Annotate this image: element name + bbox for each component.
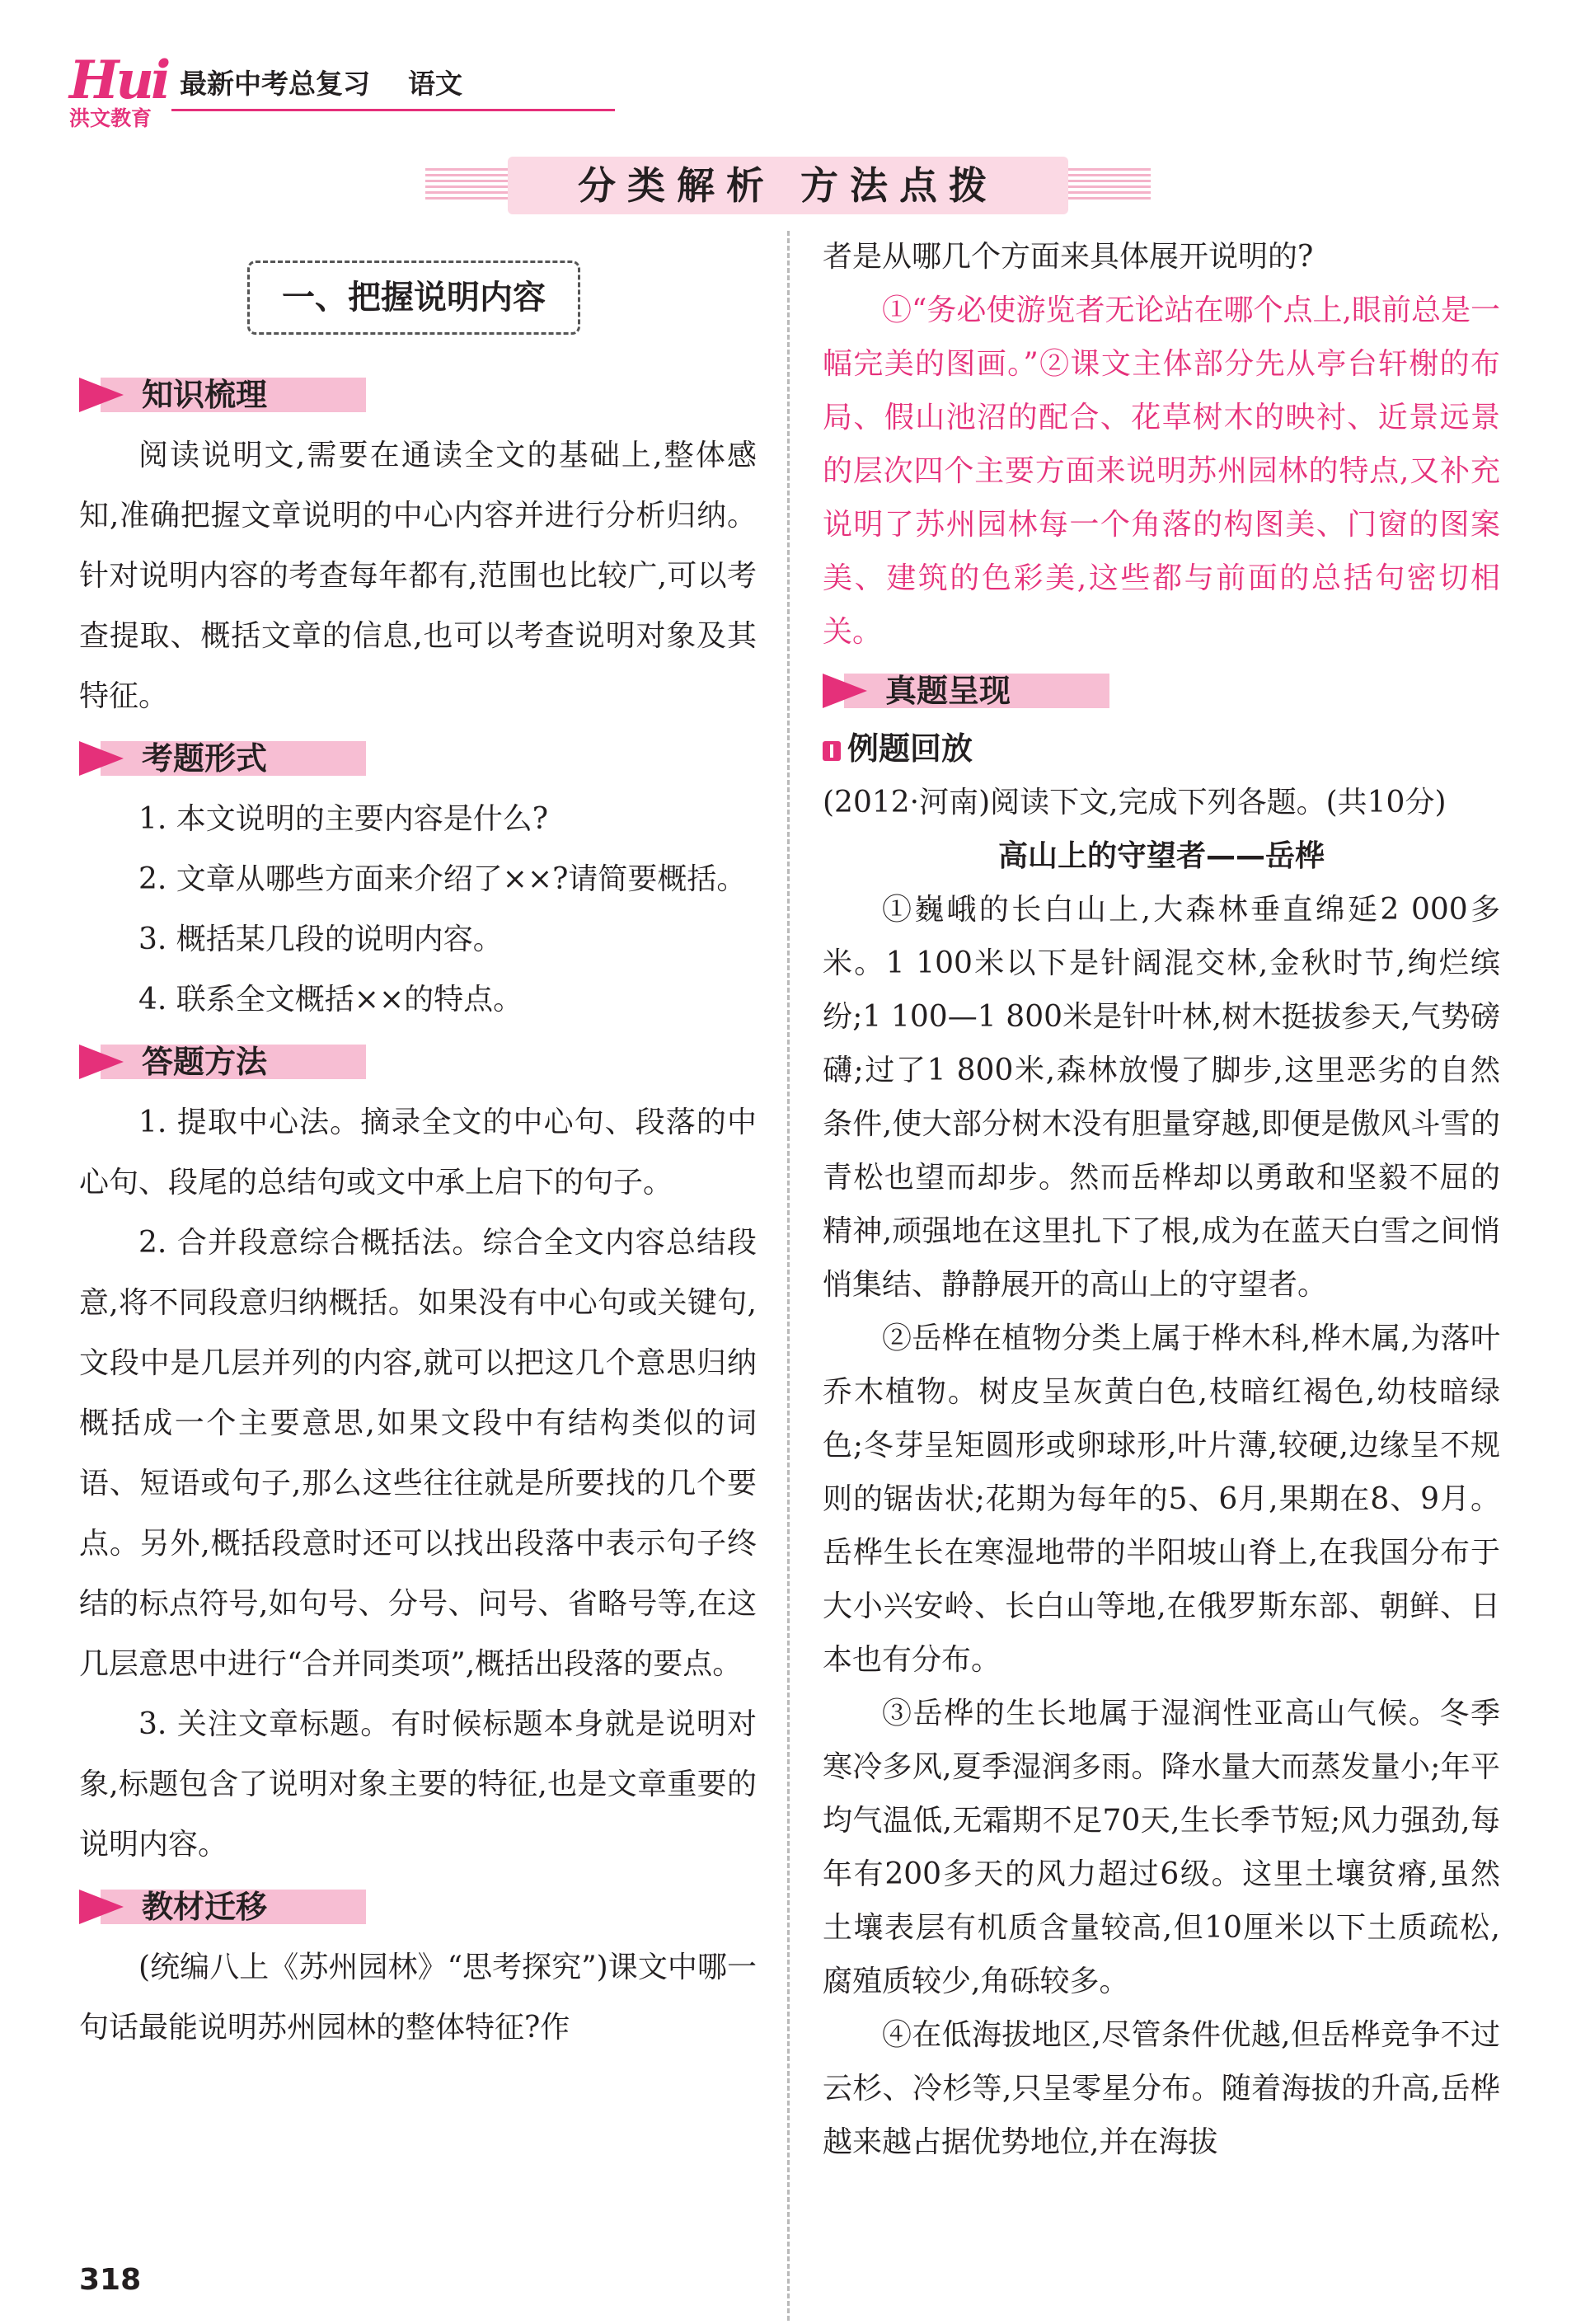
page-number: 318 — [79, 2263, 142, 2297]
knowledge-text: 阅读说明文,需要在通读全文的基础上,整体感知,准确把握文章说明的中心内容并进行分析归纳。针对说明内容的考查每年都有,范围也比较广,可以考查提取、概括文章的信息,也可以考查说明对象及其特征。 — [79, 439, 757, 713]
form-item: 3. 概括某几段的说明内容。 — [138, 923, 503, 956]
publisher-logo: Hui — [69, 49, 168, 111]
tag-label: 教材迁移 — [142, 1889, 268, 1925]
example-heading-label: 例题回放 — [847, 730, 973, 767]
article-paragraph: ②岳桦在植物分类上属于桦木科,桦木属,为落叶乔木植物。树皮呈灰黄白色,枝暗红褐色,幼枝暗绿色;冬芽呈矩圆形或卵球形,叶片薄,较硬,边缘呈不规则的锯齿状;花期为每年的5、6月,果期在8、9月。岳桦生长在寒湿地带的半阳坡山脊上,在我国分布于大小兴安岭、长白山等地,在俄罗斯东部、朝鲜、日本也有分布。 — [823, 1322, 1500, 1677]
book-icon — [823, 741, 841, 761]
tag-label: 知识梳理 — [142, 377, 268, 413]
book-series — [180, 66, 462, 102]
arrow-icon — [79, 741, 124, 776]
form-item: 1. 本文说明的主要内容是什么? — [138, 802, 549, 836]
header-rule — [171, 109, 615, 111]
example-heading — [823, 721, 1500, 776]
method-item: 2. 合并段意综合概括法。综合全文内容总结段意,将不同段意归纳概括。如果没有中心句或关键句,文段中是几层并列的内容,就可以把这几个意思归纳概括成一个主要意思,如果文段中有结构类似的词语、短语或句子,那么这些往往就是所要找的几个要点。另外,概括段意时还可以找出段落中表示句子终结的标点符号,如句号、分号、问号、省略号等,在这几层意思中进行“合并同类项”,概括出段落的要点。 — [79, 1226, 757, 1681]
series-title: 最新中考总复习 — [180, 68, 370, 100]
tag-label: 答题方法 — [142, 1044, 268, 1080]
tag-real-exam — [823, 665, 1500, 716]
arrow-icon — [823, 674, 867, 708]
answer-text: ①“务必使游览者无论站在哪个点上,眼前总是一幅完美的图画。”②课文主体部分先从亭台轩榭的布局、假山池沼的配合、花草树木的映衬、近景远景的层次四个主要方面来说明苏州园林的特点,又补充说明了苏州园林每一个角落的构图美、门窗的图案美、建筑的色彩美,这些都与前面的总括句密切相关。 — [823, 293, 1500, 649]
subject-label: 语文 — [408, 68, 462, 100]
tag-forms — [79, 733, 757, 784]
arrow-icon — [79, 1045, 124, 1079]
tag-transfer — [79, 1881, 757, 1932]
banner-title: 分类解析 方法点拨 — [577, 163, 998, 208]
tag-knowledge — [79, 369, 757, 420]
tag-label: 真题呈现 — [885, 673, 1011, 709]
publisher-name: 洪文教育 — [69, 106, 152, 130]
left-column — [79, 363, 757, 2058]
method-item: 1. 提取中心法。摘录全文的中心句、段落的中心句、段尾的总结句或文中承上启下的句子。 — [79, 1106, 757, 1200]
article-paragraph: ④在低海拔地区,尽管条件优越,但岳桦竞争不过云杉、冷杉等,只呈零星分布。随着海拔的升高,岳桦越来越占据优势地位,并在海拔 — [823, 2018, 1500, 2159]
page-header — [66, 49, 552, 130]
section-title: 一、把握说明内容 — [247, 261, 580, 335]
tag-label: 考题形式 — [142, 740, 268, 777]
arrow-icon — [79, 1890, 124, 1924]
chapter-banner — [425, 157, 1151, 214]
column-divider — [787, 231, 790, 2321]
method-item: 3. 关注文章标题。有时候标题本身就是说明对象,标题包含了说明对象主要的特征,也是文章重要的说明内容。 — [79, 1707, 757, 1862]
form-item: 4. 联系全文概括××的特点。 — [138, 983, 523, 1016]
exam-source: (2012·河南)阅读下文,完成下列各题。(共10分) — [823, 786, 1447, 819]
article-paragraph: ①巍峨的长白山上,大森林垂直绵延2 000多米。1 100米以下是针阔混交林,金秋时节,绚烂缤纷;1 100—1 800米是针叶林,树木挺拔参天,气势磅礴;过了1 800米,森林放慢了脚步,这里恶劣的自然条件,使大部分树木没有胆量穿越,即便是傲风斗雪的青松也望而却步。然而岳桦却以勇敢和坚毅不屈的精神,顽强地在这里扎下了根,成为在蓝天白雪之间悄悄集结、静静展开的高山上的守望者。 — [823, 893, 1500, 1302]
arrow-icon — [79, 378, 124, 412]
article-paragraph: ③岳桦的生长地属于湿润性亚高山气候。冬季寒冷多风,夏季湿润多雨。降水量大而蒸发量小;年平均气温低,无霜期不足70天,生长季节短;风力强劲,每年有200多天的风力超过6级。这里土壤贫瘠,虽然土壤表层有机质含量较高,但10厘米以下土质疏松,腐殖质较少,角砾较多。 — [823, 1697, 1500, 1998]
form-item: 2. 文章从哪些方面来介绍了××?请简要概括。 — [138, 862, 747, 896]
article-title: 高山上的守望者——岳桦 — [997, 839, 1325, 873]
question-continued: 者是从哪几个方面来具体展开说明的? — [823, 240, 1314, 274]
right-column — [823, 230, 1500, 2169]
transfer-text: (统编八上《苏州园林》“思考探究”)课文中哪一句话最能说明苏州园林的整体特征?作 — [79, 1951, 757, 2045]
tag-methods — [79, 1036, 757, 1087]
